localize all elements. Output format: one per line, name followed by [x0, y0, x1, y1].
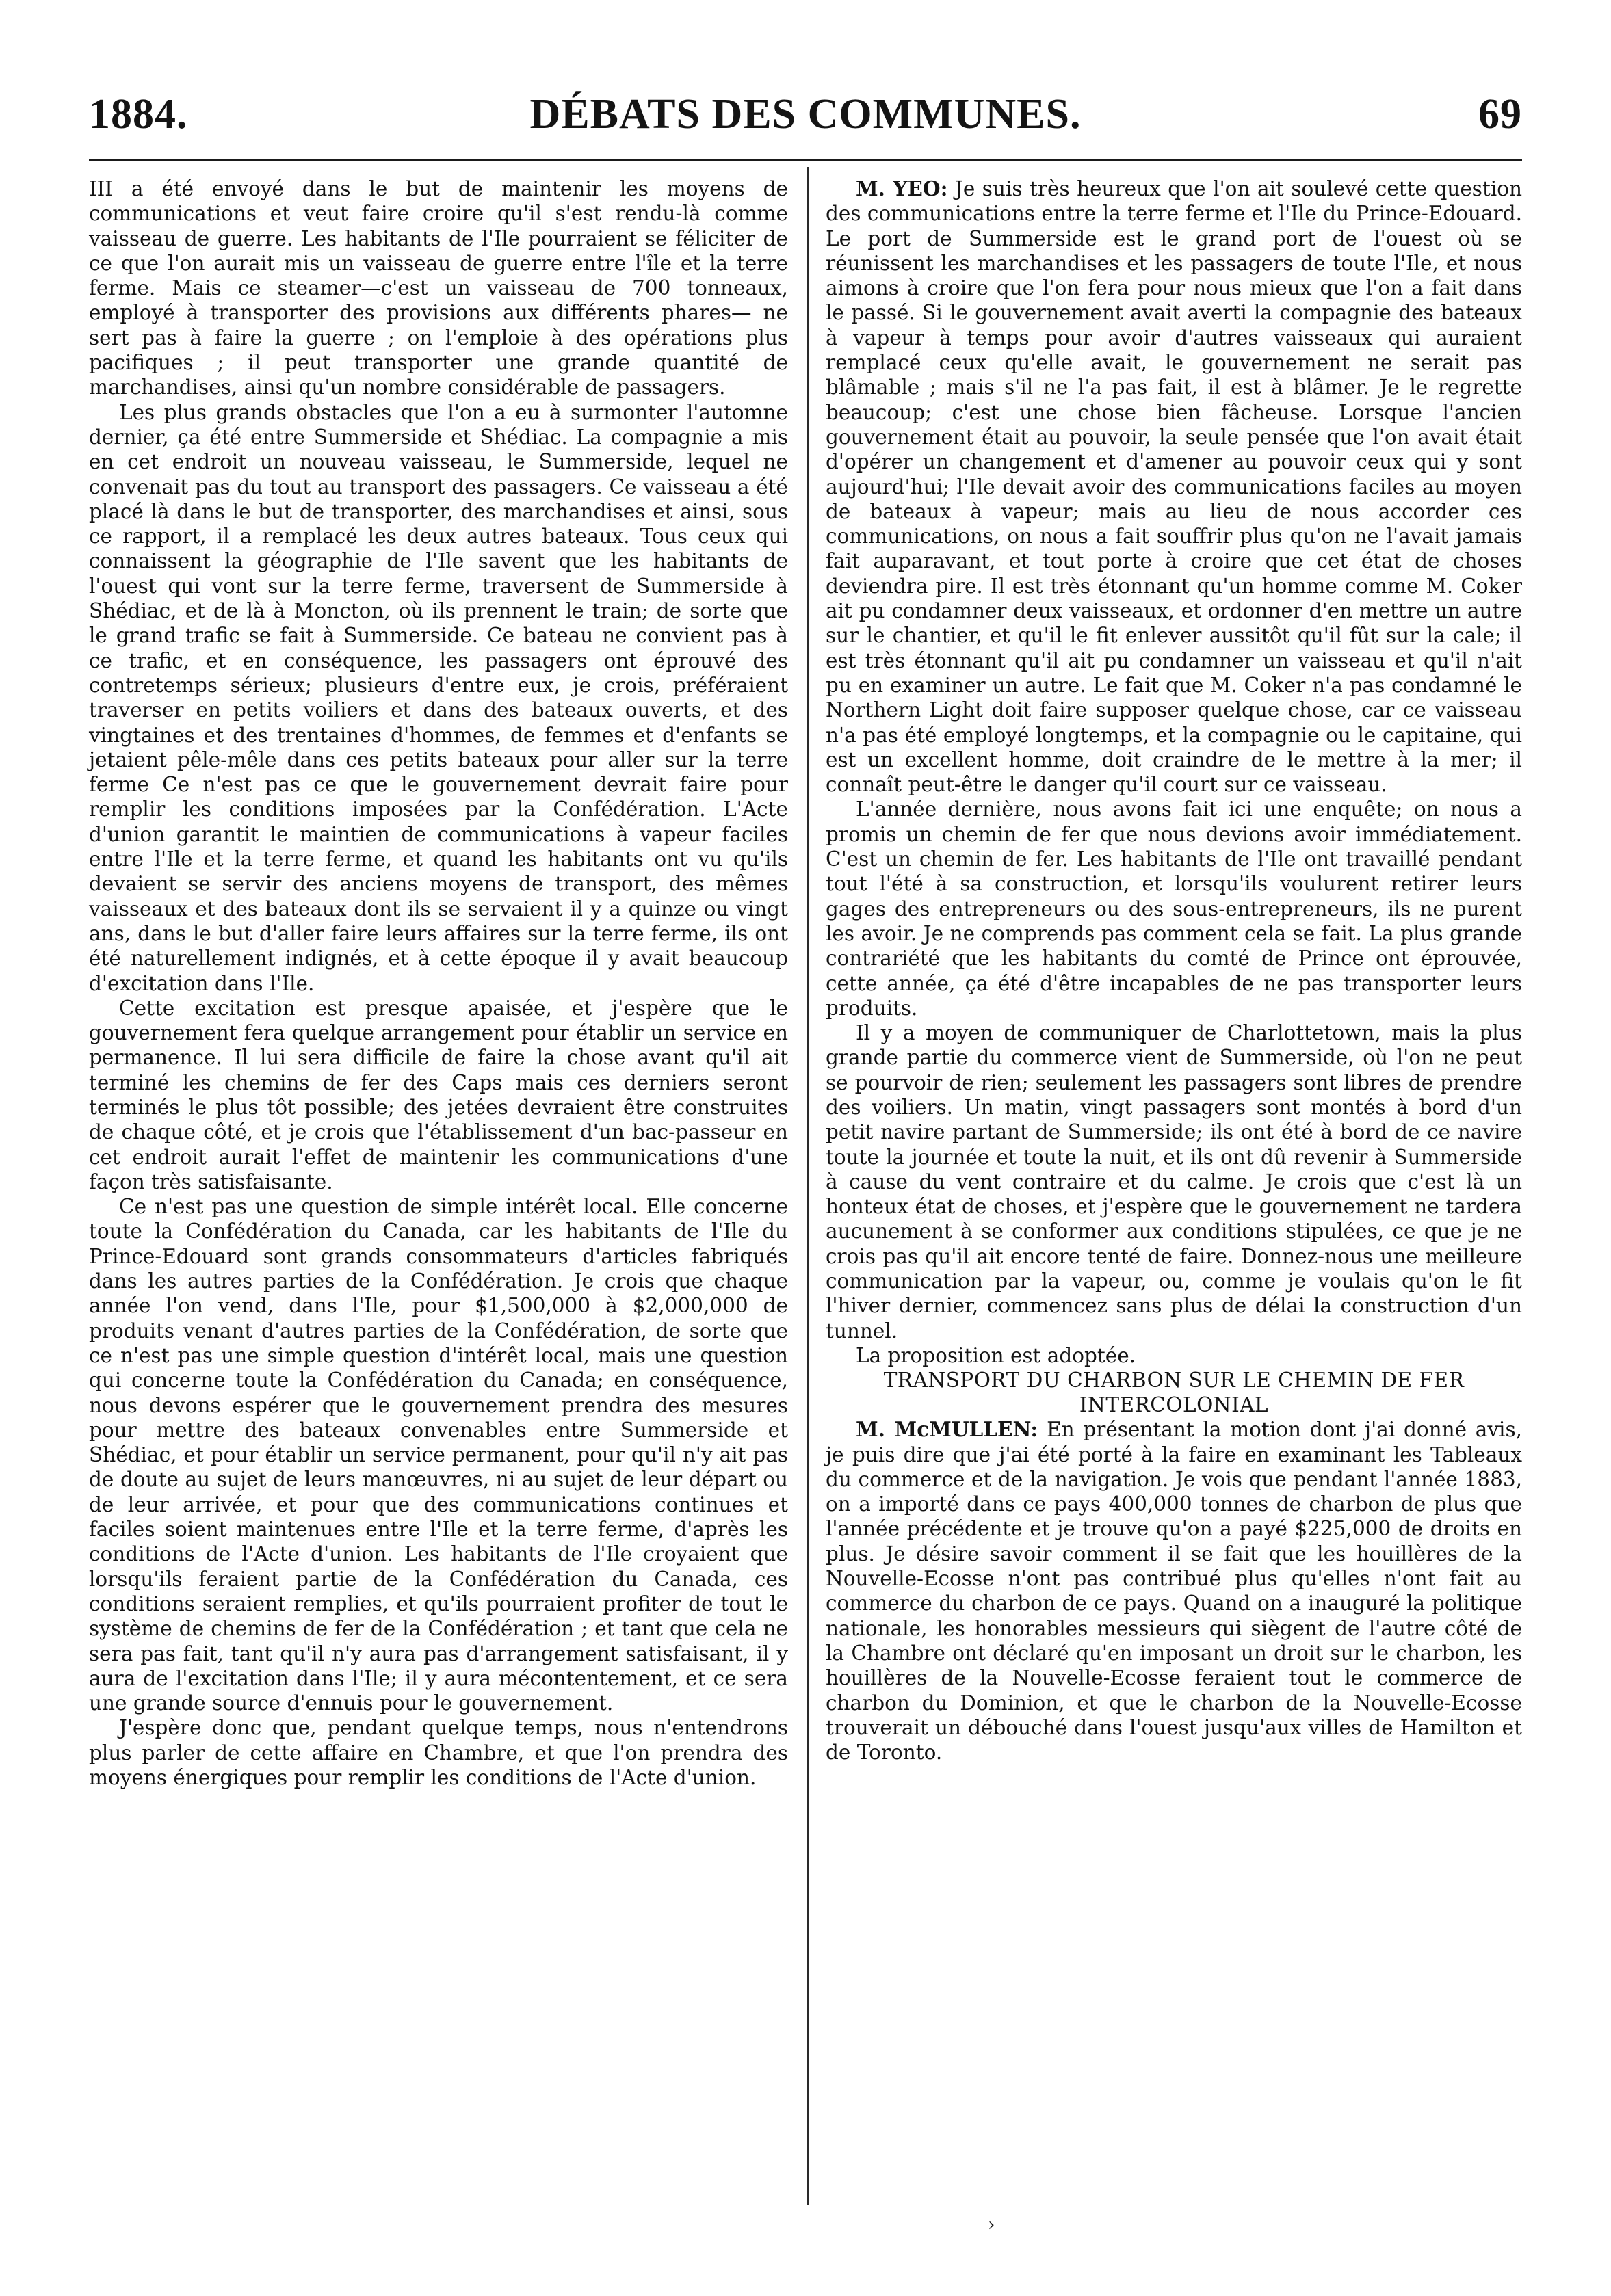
header-title: DÉBATS DES COMMUNES. — [529, 91, 1082, 137]
mcmullen-speech — [826, 1417, 1522, 1765]
header-rule — [89, 159, 1522, 161]
yeo-speech-1 — [826, 176, 1522, 797]
page-header — [89, 90, 1522, 145]
speaker-yeo: M. YEO: — [856, 176, 948, 200]
left-column — [89, 176, 788, 1790]
yeo-paragraph-3: Il y a moyen de communiquer de Charlottetown, mais la plus grande partie du commerce vient de Summerside, où l'on ne peut se pourvoir de rien; seulement les passagers sont libres de prendre des voiliers. Un matin, vingt passagers sont montés à bord d'un petit navire partant de Summerside; ils ont été à bord de ce navire toute la journée et toute la nuit, et ils ont dû revenir à Summerside à cause du vent contraire et du calme. Je crois que c'est là un honteux état de choses, et j'espère que le gouvernement ne tardera aucunement à se conformer aux conditions stipulées, ce que je ne crois pas qu'il ait encore tenté de faire. Donnez-nous une meilleure communication par la vapeur, ou, comme je voulais qu'on le fit l'hiver dernier, commencez sans plus de délai la construction d'un tunnel. — [826, 1021, 1522, 1343]
section-heading: TRANSPORT DU CHARBON SUR LE CHEMIN DE FER INTERCOLONIAL — [883, 1369, 1465, 1417]
mcmullen-paragraph-text: En présentant la motion dont j'ai donné avis, je puis dire que j'ai été porté à la faire en examinant les Tableaux du commerce et de la navigation. Je vois que pendant l'année 1883, on a importé dans ce pays 400,000 tonnes de charbon de plus que l'année précédente et je trouve qu'on a payé $225,000 de droits en plus. Je désire savoir comment il se fait que les houillères de la Nouvelle-Ecosse n'ont pas contribué plus qu'elles n'ont fait au commerce du charbon de ce pays. Quand on a inauguré la politique nationale, les honorables messieurs qui siègent de l'autre côté de la Chambre ont déclaré qu'en imposant un droit sur le charbon, les houillères de la Nouvelle-Ecosse feraient tout le commerce de charbon du Dominion, et que le charbon de la Nouvelle-Ecosse trouverait un débouché dans l'ouest jusqu'aux villes de Hamilton et de Toronto. — [826, 1418, 1522, 1765]
yeo-paragraph-1-text: Je suis très heureux que l'on ait soulevé cette question des communications entre la terre ferme et l'Ile du Prince-Edouard. Le port de Summerside est le grand port de l'ouest où se réunissent les marchandises et les passagers de toute l'Ile, et nous aimons à croire que l'on fera pour nous mieux que l'on a fait dans le passé. Si le gouvernement avait averti la compagnie des bateaux à vapeur à temps pour avoir d'autres vaisseaux qui auraient remplacé ceux qu'elle avait, le gouvernement ne serait pas blâmable ; mais s'il ne l'a pas fait, il est à blâmer. Je le regrette beaucoup; c'est une chose bien fâcheuse. Lorsque l'ancien gouvernement était au pouvoir, la seule pensée que l'on avait était d'opérer un changement et d'amener au pouvoir ceux qui y sont aujourd'hui; l'Ile devait avoir des communications faciles au moyen de bateaux à vapeur; mais au lieu de nous accorder ces communications, on nous a fait souffrir plus qu'on ne l'avait jamais fait auparavant, et tout porte à croire que cet état de choses deviendra pire. Il est très étonnant qu'un homme comme M. Coker ait pu condamner deux vaisseaux, et ordonner d'en mettre un autre sur le chantier, et qu'il le fit enlever aussitôt qu'il fût sur la cale; il est très étonnant qu'il ait pu condamner un vaisseau et qu'il n'ait pu en examiner un autre. Le fait que M. Coker n'a pas condamné le Northern Light doit faire supposer quelque chose, car ce vaisseau n'a pas été employé longtemps, et la compagnie ou le capitaine, qui est un excellent homme, doit craindre de le mettre à la mer; il connaît peut-être le danger qu'il court sur ce vaisseau. — [826, 177, 1522, 797]
left-paragraph-1: III a été envoyé dans le but de maintenir les moyens de communications et veut faire croire qu'il s'est rendu-là comme vaisseau de guerre. Les habitants de l'Ile pourraient se féliciter de ce que l'on aurait mis un vaisseau de guerre entre l'île et la terre ferme. Mais ce steamer—c'est un vaisseau de 700 tonneaux, employé à transporter des provisions aux différents phares— ne sert pas à faire la guerre ; on l'emploie à des opérations plus pacifiques ; il peut transporter une grande quantité de marchandises, ainsi qu'un nombre considérable de passagers. — [89, 177, 788, 399]
right-column — [826, 176, 1522, 1765]
speaker-mcmullen: M. McMULLEN: — [856, 1417, 1038, 1442]
proposition-adopted: La proposition est adoptée. — [856, 1343, 1136, 1367]
left-paragraph-3: Cette excitation est presque apaisée, et j'espère que le gouvernement fera quelque arrangement pour établir un service en permanence. Il lui sera difficile de faire la chose avant qu'il ait terminé les chemins de fer des Caps mais ces derniers seront terminés le plus tôt possible; des jetées devraient être construites de chaque côté, et je crois que l'établissement d'un bac-passeur en cet endroit aurait l'effet de maintenir les communications d'une façon très satisfaisante. — [89, 996, 788, 1193]
left-paragraph-4: Ce n'est pas une question de simple intérêt local. Elle concerne toute la Confédération du Canada, car les habitants de l'Ile du Prince-Edouard sont grands consommateurs d'articles fabriqués dans les autres parties de la Confédération. Je crois que chaque année l'on vend, dans l'Ile, pour $1,500,000 à $2,000,000 de produits venant d'autres parties de la Confédération, de sorte que ce n'est pas une simple question d'intérêt local, mais une question qui concerne toute la Confédération du Canada; en conséquence, nous devons espérer que le gouvernement prendra des mesures pour mettre des bateaux convenables entre Summerside et Shédiac, et pour établir un service permanent, pour qu'il n'y ait pas de doute au sujet de leurs manœuvres, ni au sujet de leur départ ou de leur arrivée, et pour que des communications continues et faciles soient maintenues entre l'Ile et la terre ferme, d'après les conditions de l'Acte d'union. Les habitants de l'Ile croyaient que lorsqu'ils feraient partie de la Confédération du Canada, ces conditions seraient remplies, et qu'ils pourraient profiter de tout le système de chemins de fer de la Confédération ; et tant que cela ne sera pas fait, tant qu'il n'y aura pas d'arrangement satisfaisant, il y aura de l'excitation dans l'Ile; il y aura mécontentement, et ce sera une grande source d'ennuis pour le gouvernement. — [89, 1195, 788, 1715]
column-divider — [807, 167, 809, 2205]
yeo-paragraph-2: L'année dernière, nous avons fait ici une enquête; on nous a promis un chemin de fer que nous devions avoir immédiatement. C'est un chemin de fer. Les habitants de l'Ile ont travaillé pendant tout l'été à sa construction, et lorsqu'ils voulurent retirer leurs gages des entrepreneurs ou des sous-entrepreneurs, ils ne purent les avoir. Je ne comprends pas comment cela se fait. La plus grande contrariété que les habitants du comté de Prince ont éprouvée, cette année, ça été d'être incapables de ne pas transporter leurs produits. — [826, 797, 1522, 1020]
footer-mark: › — [988, 2215, 995, 2235]
left-paragraph-5: J'espère donc que, pendant quelque temps, nous n'entendrons plus parler de cette affaire en Chambre, et que l'on prendra des moyens énergiques pour remplir les conditions de l'Acte d'union. — [89, 1716, 788, 1789]
left-paragraph-2: Les plus grands obstacles que l'on a eu à surmonter l'automne dernier, ça été entre Summerside et Shédiac. La compagnie a mis en cet endroit un nouveau vaisseau, le Summerside, lequel ne convenait pas du tout au transport des passagers. Ce vaisseau a été placé là dans le but de transporter, des marchandises et ainsi, sous ce rapport, il a remplacé les deux autres bateaux. Tous ceux qui connaissent la géographie de l'Ile savent que les habitants de l'ouest qui vont sur la terre ferme, traversent de Summerside à Shédiac, et de là à Moncton, où ils prennent le train; de sorte que le grand trafic se fait à Summerside. Ce bateau ne convient pas à ce trafic, et en conséquence, les passagers ont éprouvé des contretemps sérieux; plusieurs d'entre eux, je crois, préféraient traverser en petits voiliers et dans des bateaux ouverts, et des vingtaines et des trentaines d'hommes, de femmes et d'enfants se jetaient pêle-mêle dans ces petits bateaux pour aller sur la terre ferme Ce n'est pas ce que le gouvernement devrait faire pour remplir les conditions imposées par la Confédération. L'Acte d'union garantit le maintien de communications à vapeur faciles entre l'Ile et la terre ferme, et quand les habitants ont vu qu'ils devaient se servir des anciens moyens de transport, des mêmes vaisseaux et des bateaux dont ils se servaient il y a quinze ou vingt ans, dans le but d'aller faire leurs affaires sur la terre ferme, ils ont été naturellement indignés, et à cette époque il y avait beaucoup d'excitation dans l'Ile. — [89, 400, 788, 995]
header-year: 1884. — [89, 91, 188, 137]
page-number: 69 — [1478, 91, 1522, 137]
